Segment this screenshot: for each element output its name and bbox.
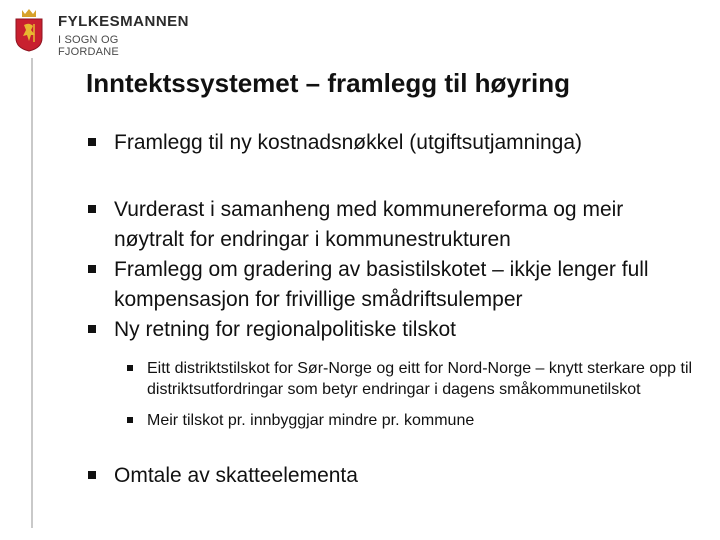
list-item	[88, 128, 698, 158]
square-bullet-icon	[88, 138, 96, 146]
logo-title: FYLKESMANNEN	[58, 13, 190, 30]
sub-bullet-list	[127, 358, 712, 431]
list-item	[88, 461, 698, 491]
bullet-text: Framlegg om gradering av basistilskotet – ikkje lenger full kompensasjon for frivillige smådriftsulemper	[114, 258, 649, 311]
bullet-text: Omtale av skatteelementa	[114, 464, 358, 487]
left-vertical-rule	[31, 58, 33, 528]
list-item	[88, 255, 698, 315]
bullet-text: Vurderast i samanheng med kommunereforma og meir nøytralt for endringar i kommunestrukturen	[114, 198, 624, 251]
square-bullet-icon	[88, 471, 96, 479]
bullet-list-main	[88, 195, 698, 345]
fylkesmannen-logo	[14, 8, 190, 58]
slide-title: Inntektssystemet – framlegg til høyring	[86, 68, 571, 98]
sub-bullet-text: Meir tilskot pr. innbyggjar mindre pr. kommune	[147, 412, 475, 429]
logo-subtitle: I SOGN OG FJORDANE	[58, 34, 119, 58]
coat-of-arms-icon	[14, 8, 44, 52]
bullet-text: Framlegg til ny kostnadsnøkkel (utgiftsutjamninga)	[114, 131, 583, 154]
bullet-text: Ny retning for regionalpolitiske tilskot	[114, 318, 456, 341]
square-bullet-icon	[88, 325, 96, 333]
bullet-list-bottom	[88, 461, 698, 491]
bullet-list-top	[88, 128, 698, 158]
list-item	[127, 410, 712, 431]
list-item	[88, 195, 698, 255]
list-item	[88, 315, 698, 345]
square-bullet-icon	[127, 417, 133, 423]
square-bullet-icon	[127, 365, 133, 371]
square-bullet-icon	[88, 265, 96, 273]
list-item	[127, 358, 712, 400]
square-bullet-icon	[88, 205, 96, 213]
sub-bullet-text: Eitt distriktstilskot for Sør-Norge og eitt for Nord-Norge – knytt sterkare opp til distriktsutfordringar som betyr endringar i dagens småkommunetilskot	[147, 360, 693, 398]
